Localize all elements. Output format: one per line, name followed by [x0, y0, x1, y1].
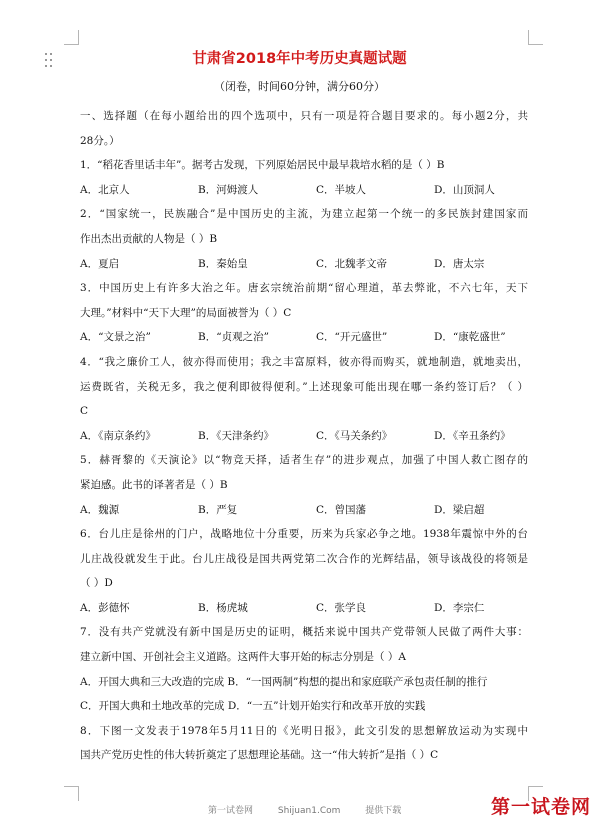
option: C．《马关条约》	[316, 429, 393, 442]
option: D．李宗仁	[434, 601, 485, 614]
question-6-options	[80, 596, 528, 621]
question-8-line: 8．下图一文发表于1978年5月11日的《光明日报》，此文引发的思想解放运动为实现中	[80, 724, 528, 737]
question-7-line: 建立新中国、开创社会主义道路。这两件大事开始的标志分别是（ ）A	[80, 651, 406, 664]
exam-body	[80, 104, 528, 768]
question-5-line: 紧迫感。此书的译著者是（ ）B	[80, 478, 228, 491]
question-7-line: 7．没有共产党就没有新中国是历史的证明，概括来说中国共产党带领人民做了两件大事：	[80, 626, 528, 639]
option: D．山顶洞人	[434, 183, 495, 196]
crop-mark-bottom-left	[64, 786, 79, 801]
option: C．张学良	[316, 601, 367, 614]
option: C．半坡人	[316, 183, 367, 196]
page-footer	[208, 803, 423, 816]
option: C．曾国藩	[316, 503, 367, 516]
option: B．严复	[198, 503, 238, 516]
crop-mark-top-left	[64, 30, 79, 45]
crop-mark-top-right	[528, 30, 543, 45]
question-8-line: 国共产党历史性的伟大转折奠定了思想理论基础。这一“伟大转折”是指（ ）C	[80, 749, 439, 762]
option: B．《天津条约》	[198, 429, 274, 442]
question-2-line: 2．“国家统一，民族融合”是中国历史的主流，为建立起第一个统一的多民族封建国家而	[80, 208, 528, 221]
option: B．杨虎城	[198, 601, 248, 614]
question-3-options	[80, 325, 528, 350]
question-6-line: 儿庄战役就发生于此。台儿庄战役是国共两党第二次合作的光辉结晶，领导该战役的将领是	[80, 552, 528, 565]
option: A．夏启	[80, 257, 120, 270]
option: B．河姆渡人	[198, 183, 259, 196]
option: B．秦始皇	[198, 257, 248, 270]
option: D．“康乾盛世”	[434, 331, 506, 344]
footer-download-text: 提供下载	[365, 806, 402, 816]
question-6-line: 6．台儿庄是徐州的门户，战略地位十分重要，历来为兵家必争之地。1938年震惊中外的台	[80, 528, 528, 541]
question-4-line: 运费既省，关税无多，我之便利即彼得便利。”上述现象可能出现在哪一条约签订后？（ ）	[80, 380, 528, 393]
option: A．北京人	[80, 183, 130, 196]
option: A．彭德怀	[80, 601, 130, 614]
option: D．梁启超	[434, 503, 485, 516]
question-1-line: 1．“稻花香里话丰年”。据考古发现，下列原始居民中最早栽培水稻的是（ ）B	[80, 159, 445, 172]
question-6-line: （ ）D	[80, 577, 113, 590]
brand-logo: 第一试卷网	[490, 796, 591, 818]
question-7-options-row: C．开国大典和土地改革的完成 D．“一五”计划开始实行和改革开放的实践	[80, 700, 426, 713]
section-intro-line: 28分。）	[80, 134, 120, 147]
question-3-line: 大理。”材料中“天下大理”的局面被誉为（ ）C	[80, 306, 292, 319]
question-4-options	[80, 424, 528, 449]
footer-site-url: Shijuan1.Com	[277, 806, 341, 816]
question-7-options-row: A．开国大典和三大改造的完成 B．“一国两制”构想的提出和家庭联产承包责任制的推行	[80, 675, 488, 688]
question-2-options	[80, 252, 528, 277]
option: C．“开元盛世”	[316, 331, 388, 344]
option: D．《辛丑条约》	[434, 429, 511, 442]
question-3-line: 3．中国历史上有许多大治之年。唐玄宗统治前期“留心理道，革去弊讹，不六七年，天下	[80, 282, 528, 295]
footer-site-name: 第一试卷网	[208, 806, 254, 816]
exam-info: （闭卷，时间60分钟，满分60分）	[214, 80, 385, 93]
option: B．“贞观之治”	[198, 331, 269, 344]
option: C．北魏孝文帝	[316, 257, 388, 270]
question-4-line: 4．“我之廉价工人，彼亦得而使用；我之丰富原料，彼亦得而购买，就地制造，就地卖出，	[80, 355, 528, 368]
question-5-options	[80, 498, 528, 523]
question-4-line: C	[80, 405, 89, 418]
option: A．魏源	[80, 503, 120, 516]
section-intro-line: 一、选择题（在每小题给出的四个选项中，只有一项是符合题目要求的。每小题2分，共	[80, 110, 528, 122]
option: A．“文景之治”	[80, 331, 151, 344]
option: D．唐太宗	[434, 257, 485, 270]
page-title: 甘肃省2018年中考历史真题试题	[192, 51, 407, 67]
question-5-line: 5．赫胥黎的《天演论》以“物竞天择，适者生存”的进步观点，加强了中国人救亡图存的	[80, 454, 528, 467]
option: A．《南京条约》	[80, 429, 156, 442]
question-2-line: 作出杰出贡献的人物是（ ）B	[80, 232, 218, 245]
question-1-options	[80, 178, 528, 203]
